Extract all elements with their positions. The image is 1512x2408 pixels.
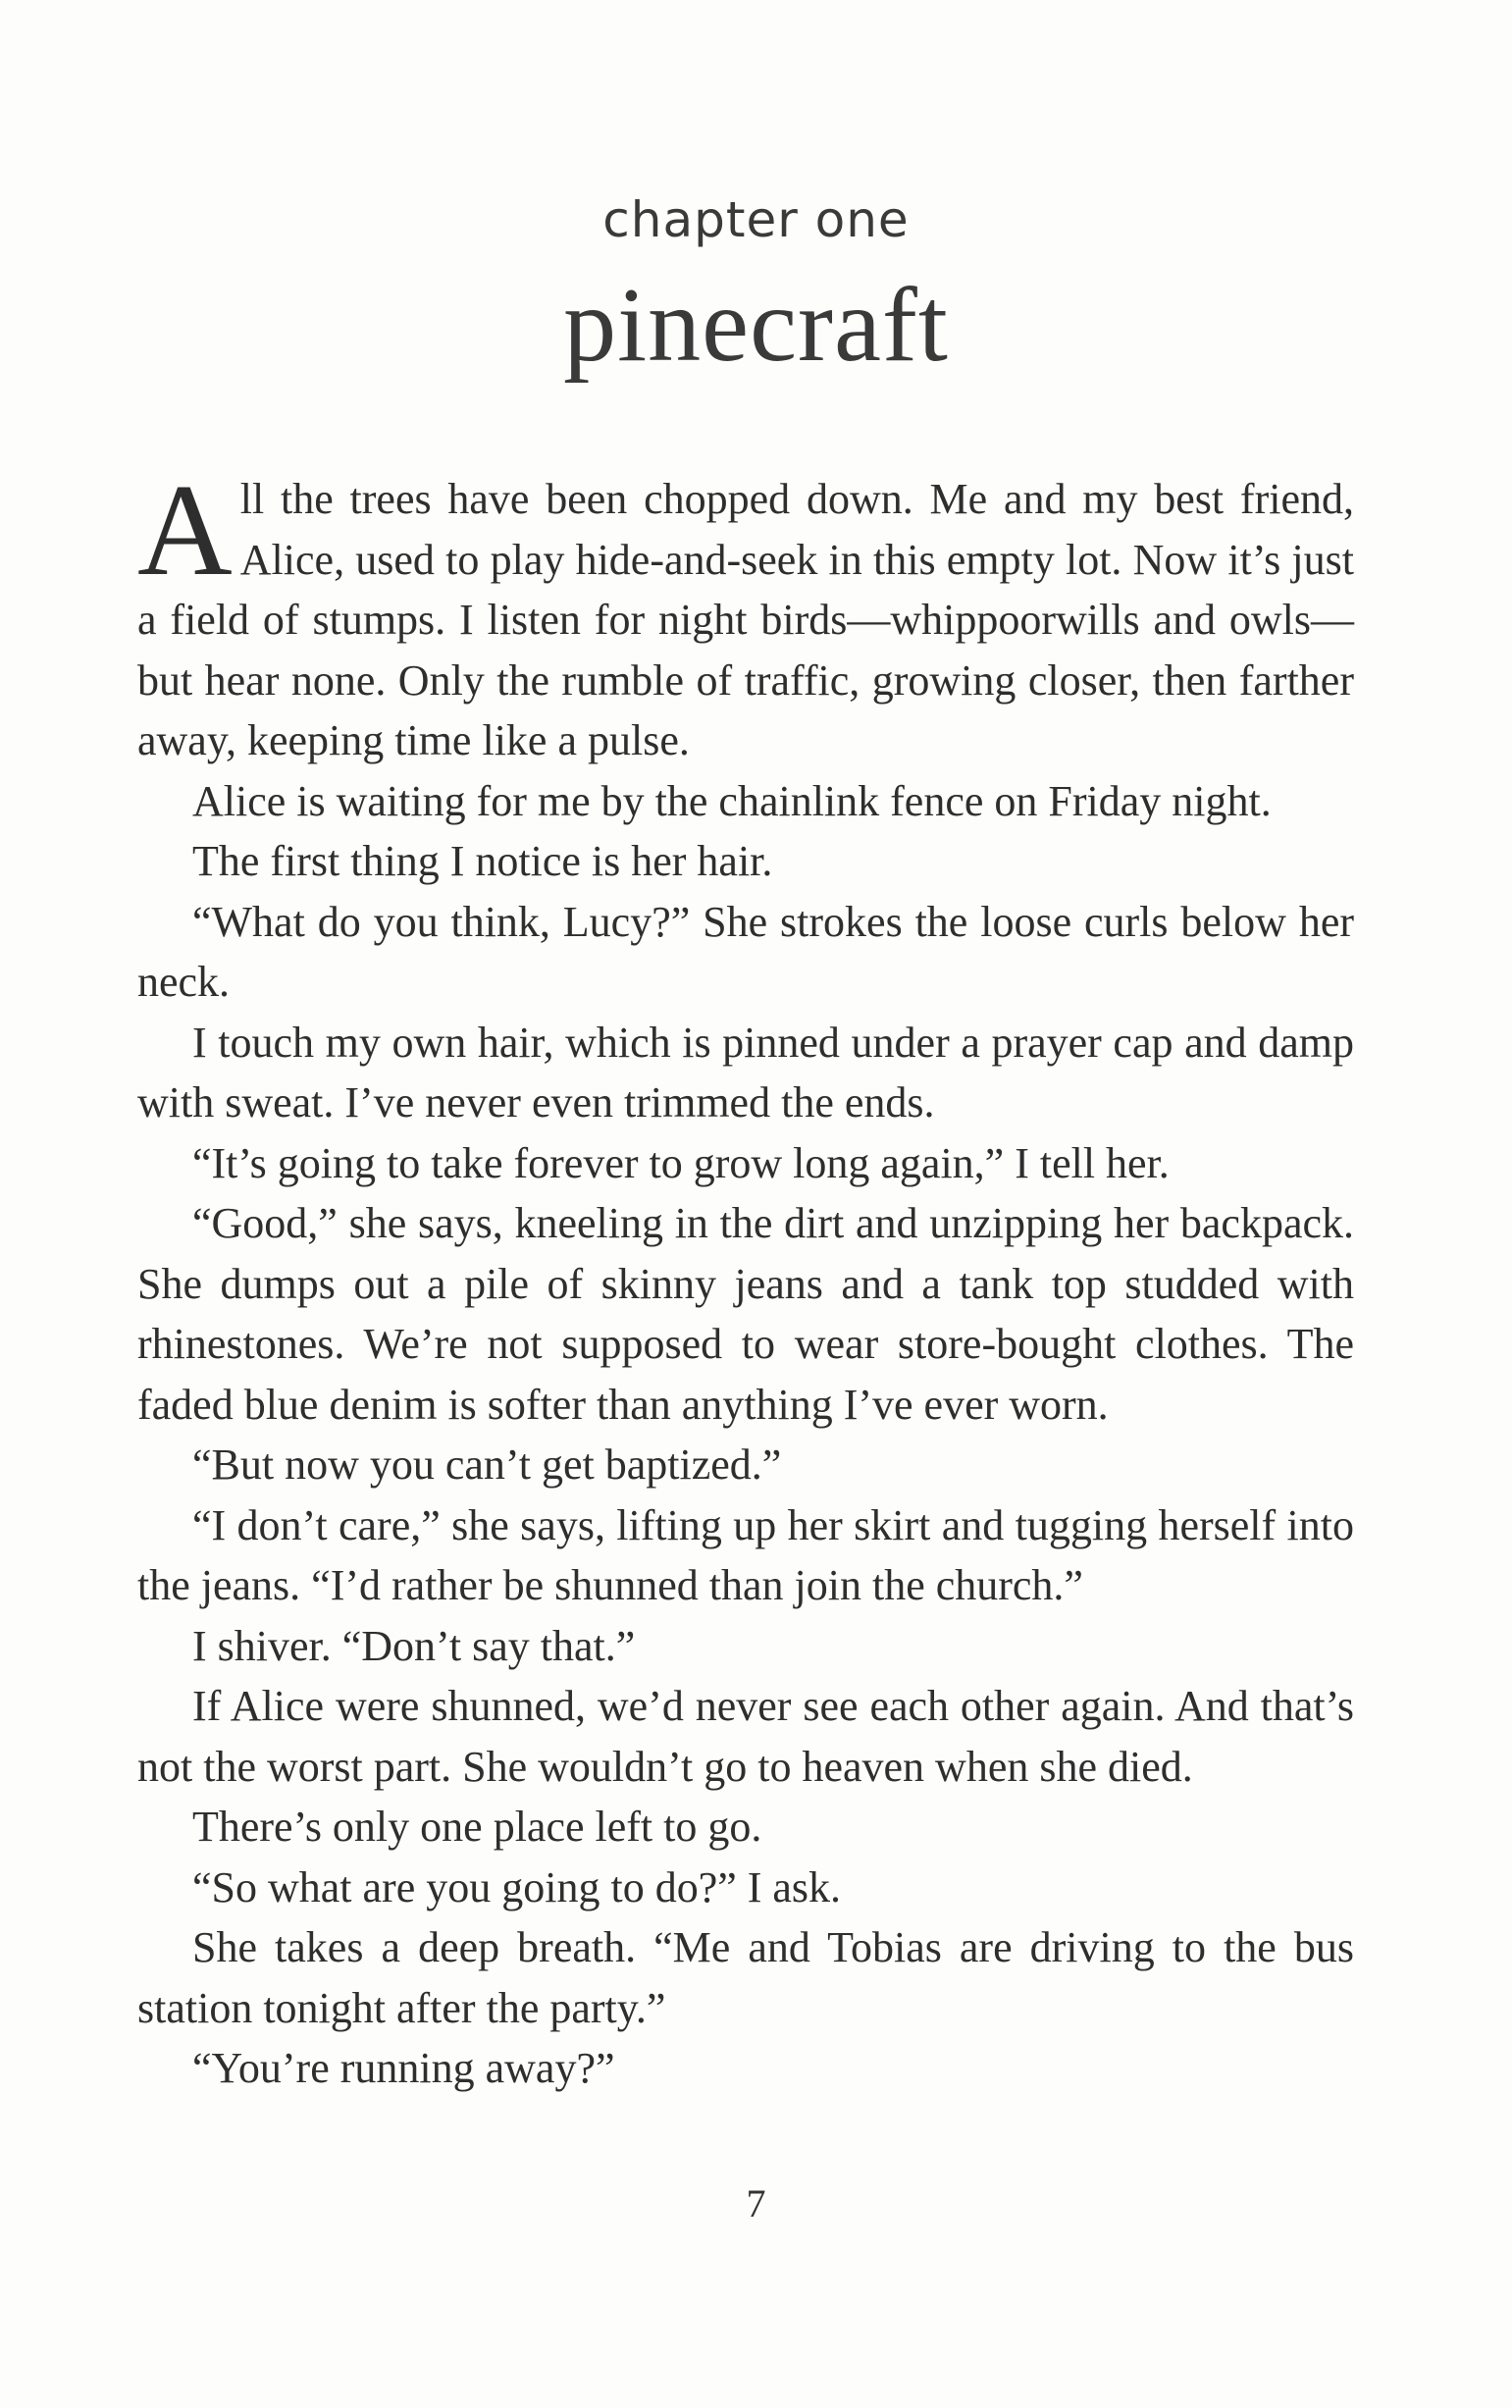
paragraph: “What do you think, Lucy?” She strokes the loose curls below her neck. bbox=[137, 897, 1354, 1006]
paragraph: Alice is waiting for me by the chainlink fence on Friday night. bbox=[192, 776, 1272, 825]
paragraph: If Alice were shunned, we’d never see each other again. And that’s not the worst part. She wouldn’t go to heaven when she died. bbox=[137, 1682, 1354, 1791]
drop-cap: A bbox=[137, 457, 233, 602]
paragraph bbox=[137, 457, 1354, 771]
page-number: 7 bbox=[746, 2181, 766, 2225]
paragraph: “It’s going to take forever to grow long again,” I tell her. bbox=[192, 1138, 1170, 1187]
paragraph: I touch my own hair, which is pinned under a prayer cap and damp with sweat. I’ve never even trimmed the ends. bbox=[137, 1018, 1354, 1126]
paragraph: I shiver. “Don’t say that.” bbox=[192, 1621, 636, 1670]
paragraph: “So what are you going to do?” I ask. bbox=[192, 1862, 842, 1911]
paragraph: “You’re running away?” bbox=[192, 2044, 615, 2092]
paragraph: There’s only one place left to go. bbox=[192, 1803, 762, 1851]
paragraph: “I don’t care,” she says, lifting up her skirt and tugging herself into the jeans. “I’d rather be shunned than join the church.” bbox=[137, 1500, 1354, 1609]
paragraph: “But now you can’t get baptized.” bbox=[192, 1440, 782, 1489]
paragraph: “Good,” she says, kneeling in the dirt and unzipping her backpack. She dumps out a pile of skinny jeans and a tank top studded with rhinestones. We’re not supposed to wear store-bought clothes. The faded blue denim is softer than anything I’ve ever worn. bbox=[137, 1199, 1354, 1429]
paragraph-text: ll the trees have been chopped down. Me and my best friend, Alice, used to play hide-and-seek in this empty lot. Now it’s just a field of stumps. I listen for night birds—whippoorwills and owls—but hear none. Only the rumble of traffic, growing closer, then farther away, keeping time like a pulse. bbox=[137, 475, 1354, 764]
paragraph: She takes a deep breath. “Me and Tobias are driving to the bus station tonight after the party.” bbox=[137, 1923, 1354, 2032]
chapter-title: pinecraft bbox=[563, 267, 949, 384]
paragraph: The first thing I notice is her hair. bbox=[192, 837, 773, 885]
chapter-label: chapter one bbox=[602, 191, 910, 248]
chapter-body bbox=[137, 457, 1354, 2099]
